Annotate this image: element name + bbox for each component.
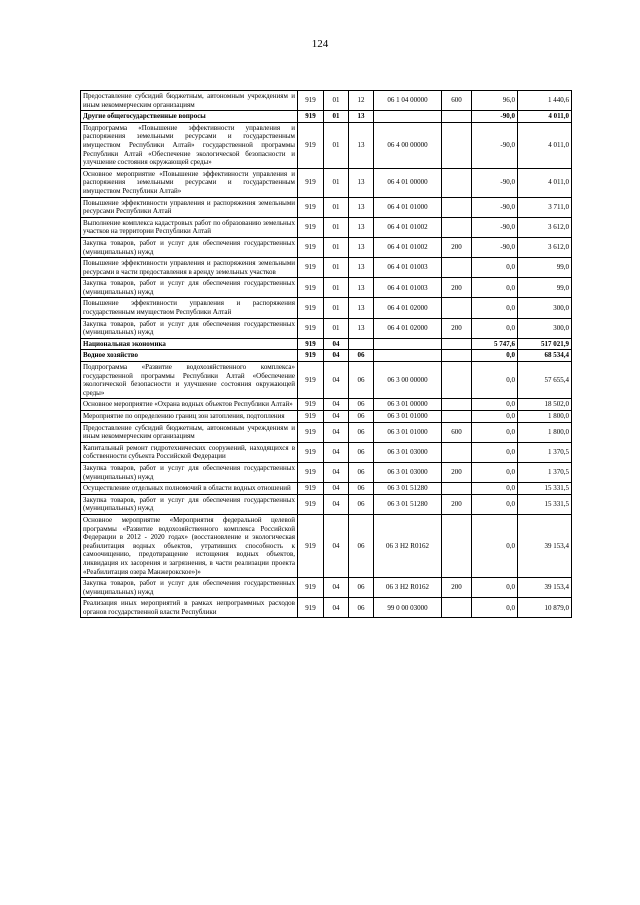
section-code: 04 xyxy=(324,462,349,482)
change-amount: -90,0 xyxy=(472,122,518,168)
expense-type-code xyxy=(442,411,472,423)
target-article-code: 06 4 00 00000 xyxy=(374,122,442,168)
change-amount: -90,0 xyxy=(472,168,518,197)
grbs-code: 919 xyxy=(298,411,324,423)
subsection-code: 06 xyxy=(349,362,374,399)
target-article-code: 06 4 01 01003 xyxy=(374,278,442,298)
expense-type-code xyxy=(442,258,472,278)
section-code: 01 xyxy=(324,237,349,257)
grbs-code: 919 xyxy=(298,278,324,298)
change-amount: 0,0 xyxy=(472,462,518,482)
expense-type-code xyxy=(442,514,472,577)
grbs-code: 919 xyxy=(298,422,324,442)
expense-type-code xyxy=(442,442,472,462)
table-row xyxy=(81,122,572,168)
row-name: Закупка товаров, работ и услуг для обеспечения государственных (муниципальных) нужд xyxy=(81,318,298,338)
grbs-code: 919 xyxy=(298,462,324,482)
table-row xyxy=(81,514,572,577)
subsection-code: 13 xyxy=(349,318,374,338)
section-code: 04 xyxy=(324,422,349,442)
row-name: Реализация иных мероприятий в рамках непрограммных расходов органов государственной власти Республики xyxy=(81,598,298,618)
section-code: 04 xyxy=(324,442,349,462)
subsection-code: 13 xyxy=(349,258,374,278)
grbs-code: 919 xyxy=(298,338,324,350)
table-row xyxy=(81,197,572,217)
grbs-code: 919 xyxy=(298,258,324,278)
total-amount: 517 021,9 xyxy=(518,338,572,350)
row-name: Основное мероприятие «Повышение эффективности управления и распоряжения земельными ресурсами и государственным имуществом Республики Алтай» xyxy=(81,168,298,197)
target-article-code: 06 4 01 00000 xyxy=(374,168,442,197)
total-amount: 10 879,0 xyxy=(518,598,572,618)
row-name: Закупка товаров, работ и услуг для обеспечения государственных (муниципальных) нужд xyxy=(81,278,298,298)
target-article-code: 06 4 01 01003 xyxy=(374,258,442,278)
grbs-code: 919 xyxy=(298,298,324,318)
expense-type-code: 200 xyxy=(442,237,472,257)
section-code: 01 xyxy=(324,197,349,217)
grbs-code: 919 xyxy=(298,442,324,462)
total-amount: 300,0 xyxy=(518,318,572,338)
grbs-code: 919 xyxy=(298,483,324,495)
total-amount: 1 440,6 xyxy=(518,91,572,111)
total-amount: 15 331,5 xyxy=(518,483,572,495)
row-name: Повышение эффективности управления и распоряжения государственным имуществом Республики Алтай xyxy=(81,298,298,318)
subsection-code: 13 xyxy=(349,197,374,217)
section-code: 01 xyxy=(324,122,349,168)
expense-type-code xyxy=(442,217,472,237)
change-amount: 0,0 xyxy=(472,399,518,411)
target-article-code: 06 4 01 01002 xyxy=(374,237,442,257)
target-article-code xyxy=(374,338,442,350)
change-amount: 0,0 xyxy=(472,422,518,442)
subsection-code: 06 xyxy=(349,442,374,462)
target-article-code: 06 3 01 01000 xyxy=(374,422,442,442)
subsection-code: 13 xyxy=(349,237,374,257)
grbs-code: 919 xyxy=(298,318,324,338)
grbs-code: 919 xyxy=(298,111,324,123)
change-amount: 0,0 xyxy=(472,258,518,278)
section-code: 04 xyxy=(324,411,349,423)
section-code: 01 xyxy=(324,258,349,278)
target-article-code: 06 3 01 01000 xyxy=(374,411,442,423)
subsection-code: 06 xyxy=(349,514,374,577)
table-row xyxy=(81,442,572,462)
expense-type-code xyxy=(442,168,472,197)
expense-type-code: 200 xyxy=(442,578,472,598)
row-name: Повышение эффективности управления и распоряжения земельными ресурсами Республики Алтай xyxy=(81,197,298,217)
change-amount: 0,0 xyxy=(472,514,518,577)
change-amount: 0,0 xyxy=(472,411,518,423)
grbs-code: 919 xyxy=(298,350,324,362)
row-name: Выполнение комплекса кадастровых работ по образованию земельных участков на территории Республики Алтай xyxy=(81,217,298,237)
table-row xyxy=(81,298,572,318)
subsection-code: 06 xyxy=(349,350,374,362)
change-amount: 0,0 xyxy=(472,298,518,318)
target-article-code xyxy=(374,111,442,123)
change-amount: 0,0 xyxy=(472,362,518,399)
grbs-code: 919 xyxy=(298,91,324,111)
section-code: 01 xyxy=(324,217,349,237)
subsection-code xyxy=(349,338,374,350)
section-code: 01 xyxy=(324,318,349,338)
expense-type-code xyxy=(442,338,472,350)
total-amount: 4 011,0 xyxy=(518,111,572,123)
section-code: 01 xyxy=(324,298,349,318)
expense-type-code xyxy=(442,298,472,318)
total-amount: 300,0 xyxy=(518,298,572,318)
row-name: Предоставление субсидий бюджетным, автономным учреждениям и иным некоммерческим организациям xyxy=(81,422,298,442)
expense-type-code: 600 xyxy=(442,91,472,111)
subsection-code: 13 xyxy=(349,298,374,318)
target-article-code: 06 4 01 02000 xyxy=(374,298,442,318)
table-row xyxy=(81,278,572,298)
total-amount: 68 534,4 xyxy=(518,350,572,362)
row-name: Мероприятие по определению границ зон затопления, подтопления xyxy=(81,411,298,423)
expense-type-code xyxy=(442,197,472,217)
section-code: 04 xyxy=(324,578,349,598)
section-code: 04 xyxy=(324,514,349,577)
subsection-code: 13 xyxy=(349,111,374,123)
total-amount: 1 800,0 xyxy=(518,422,572,442)
change-amount: 96,0 xyxy=(472,91,518,111)
grbs-code: 919 xyxy=(298,494,324,514)
section-code: 04 xyxy=(324,350,349,362)
grbs-code: 919 xyxy=(298,217,324,237)
table-row xyxy=(81,217,572,237)
target-article-code: 06 3 01 03000 xyxy=(374,462,442,482)
table-row xyxy=(81,399,572,411)
row-name: Подпрограмма «Развитие водохозяйственного комплекса» государственной программы Республики Алтай «Обеспечение экологической безопасности и улучшение состояния окружающей среды» xyxy=(81,362,298,399)
section-code: 01 xyxy=(324,168,349,197)
row-name: Водное хозяйство xyxy=(81,350,298,362)
table-row xyxy=(81,318,572,338)
table-row xyxy=(81,111,572,123)
target-article-code: 06 3 01 51280 xyxy=(374,494,442,514)
subsection-code: 06 xyxy=(349,578,374,598)
grbs-code: 919 xyxy=(298,122,324,168)
expense-type-code: 600 xyxy=(442,422,472,442)
total-amount: 4 011,0 xyxy=(518,168,572,197)
expense-type-code xyxy=(442,350,472,362)
table-row xyxy=(81,338,572,350)
row-name: Подпрограмма «Повышение эффективности управления и распоряжения земельными ресурсами и государственным имуществом Республики Алтай» государственной программы Республики Алтай «Обеспечение экологической безопасности и улучшение состояния окружающей среды» xyxy=(81,122,298,168)
budget-table-body xyxy=(81,91,572,618)
table-row xyxy=(81,578,572,598)
change-amount: -90,0 xyxy=(472,217,518,237)
expense-type-code: 200 xyxy=(442,462,472,482)
table-row xyxy=(81,237,572,257)
change-amount: 0,0 xyxy=(472,483,518,495)
section-code: 04 xyxy=(324,338,349,350)
target-article-code: 06 4 01 01000 xyxy=(374,197,442,217)
total-amount: 39 153,4 xyxy=(518,578,572,598)
subsection-code: 06 xyxy=(349,411,374,423)
table-row xyxy=(81,91,572,111)
page-number: 124 xyxy=(311,38,329,50)
total-amount: 1 370,5 xyxy=(518,462,572,482)
grbs-code: 919 xyxy=(298,399,324,411)
table-row xyxy=(81,258,572,278)
table-row xyxy=(81,350,572,362)
target-article-code: 06 4 01 02000 xyxy=(374,318,442,338)
row-name: Капитальный ремонт гидротехнических сооружений, находящихся в собственности субъекта Российской Федерации xyxy=(81,442,298,462)
row-name: Закупка товаров, работ и услуг для обеспечения государственных (муниципальных) нужд xyxy=(81,462,298,482)
row-name: Основное мероприятие «Охрана водных объектов Республики Алтай» xyxy=(81,399,298,411)
target-article-code: 06 3 01 00000 xyxy=(374,399,442,411)
section-code: 04 xyxy=(324,362,349,399)
subsection-code: 06 xyxy=(349,422,374,442)
table-row xyxy=(81,483,572,495)
change-amount: 5 747,6 xyxy=(472,338,518,350)
expense-type-code xyxy=(442,362,472,399)
row-name: Повышение эффективности управления и распоряжения земельными ресурсами в части предоставления в аренду земельных участков xyxy=(81,258,298,278)
expense-type-code xyxy=(442,483,472,495)
subsection-code: 06 xyxy=(349,598,374,618)
expense-type-code xyxy=(442,598,472,618)
table-row xyxy=(81,494,572,514)
expense-type-code xyxy=(442,111,472,123)
table-row xyxy=(81,598,572,618)
target-article-code: 06 3 01 51280 xyxy=(374,483,442,495)
subsection-code: 13 xyxy=(349,217,374,237)
expense-type-code: 200 xyxy=(442,494,472,514)
table-row xyxy=(81,168,572,197)
section-code: 01 xyxy=(324,111,349,123)
table-row xyxy=(81,362,572,399)
section-code: 01 xyxy=(324,91,349,111)
grbs-code: 919 xyxy=(298,578,324,598)
total-amount: 1 800,0 xyxy=(518,411,572,423)
grbs-code: 919 xyxy=(298,598,324,618)
expense-type-code xyxy=(442,399,472,411)
subsection-code: 06 xyxy=(349,462,374,482)
target-article-code: 99 0 00 03000 xyxy=(374,598,442,618)
table-row xyxy=(81,462,572,482)
subsection-code: 13 xyxy=(349,168,374,197)
section-code: 01 xyxy=(324,278,349,298)
target-article-code xyxy=(374,350,442,362)
expense-type-code: 200 xyxy=(442,278,472,298)
row-name: Закупка товаров, работ и услуг для обеспечения государственных (муниципальных) нужд xyxy=(81,494,298,514)
change-amount: 0,0 xyxy=(472,278,518,298)
row-name: Другие общегосударственные вопросы xyxy=(81,111,298,123)
budget-table xyxy=(80,90,572,618)
target-article-code: 06 3 00 00000 xyxy=(374,362,442,399)
subsection-code: 13 xyxy=(349,278,374,298)
change-amount: 0,0 xyxy=(472,578,518,598)
section-code: 04 xyxy=(324,494,349,514)
total-amount: 15 331,5 xyxy=(518,494,572,514)
subsection-code: 13 xyxy=(349,122,374,168)
target-article-code: 06 3 Н2 R0162 xyxy=(374,578,442,598)
change-amount: 0,0 xyxy=(472,494,518,514)
total-amount: 57 655,4 xyxy=(518,362,572,399)
grbs-code: 919 xyxy=(298,197,324,217)
row-name: Закупка товаров, работ и услуг для обеспечения государственных (муниципальных) нужд xyxy=(81,237,298,257)
total-amount: 4 011,0 xyxy=(518,122,572,168)
expense-type-code: 200 xyxy=(442,318,472,338)
table-row xyxy=(81,422,572,442)
target-article-code: 06 3 Н2 R0162 xyxy=(374,514,442,577)
row-name: Национальная экономика xyxy=(81,338,298,350)
subsection-code: 06 xyxy=(349,483,374,495)
total-amount: 99,0 xyxy=(518,258,572,278)
grbs-code: 919 xyxy=(298,168,324,197)
section-code: 04 xyxy=(324,598,349,618)
subsection-code: 06 xyxy=(349,494,374,514)
change-amount: 0,0 xyxy=(472,350,518,362)
total-amount: 3 612,0 xyxy=(518,237,572,257)
grbs-code: 919 xyxy=(298,237,324,257)
row-name: Основное мероприятие «Мероприятия федеральной целевой программы «Развитие водохозяйственного комплекса Российской Федерации в 2012 - 2020 годах» (восстановление и экологическая реабилитация водных объектов, утративших способность к самоочищению, предотвращение истощения водных объектов, ликвидация их засорения и загрязнения, в части реализации проекта «Реабилитация озера Манжерокское»)» xyxy=(81,514,298,577)
change-amount: -90,0 xyxy=(472,237,518,257)
row-name: Осуществление отдельных полномочий в области водных отношений xyxy=(81,483,298,495)
target-article-code: 06 1 04 00000 xyxy=(374,91,442,111)
target-article-code: 06 3 01 03000 xyxy=(374,442,442,462)
row-name: Предоставление субсидий бюджетным, автономным учреждениям и иным некоммерческим организациям xyxy=(81,91,298,111)
change-amount: 0,0 xyxy=(472,442,518,462)
table-row xyxy=(81,411,572,423)
total-amount: 18 502,0 xyxy=(518,399,572,411)
total-amount: 39 153,4 xyxy=(518,514,572,577)
total-amount: 99,0 xyxy=(518,278,572,298)
change-amount: 0,0 xyxy=(472,598,518,618)
change-amount: -90,0 xyxy=(472,111,518,123)
section-code: 04 xyxy=(324,483,349,495)
total-amount: 3 711,0 xyxy=(518,197,572,217)
change-amount: -90,0 xyxy=(472,197,518,217)
grbs-code: 919 xyxy=(298,514,324,577)
row-name: Закупка товаров, работ и услуг для обеспечения государственных (муниципальных) нужд xyxy=(81,578,298,598)
expense-type-code xyxy=(442,122,472,168)
section-code: 04 xyxy=(324,399,349,411)
total-amount: 3 612,0 xyxy=(518,217,572,237)
subsection-code: 06 xyxy=(349,399,374,411)
target-article-code: 06 4 01 01002 xyxy=(374,217,442,237)
change-amount: 0,0 xyxy=(472,318,518,338)
total-amount: 1 370,5 xyxy=(518,442,572,462)
subsection-code: 12 xyxy=(349,91,374,111)
grbs-code: 919 xyxy=(298,362,324,399)
